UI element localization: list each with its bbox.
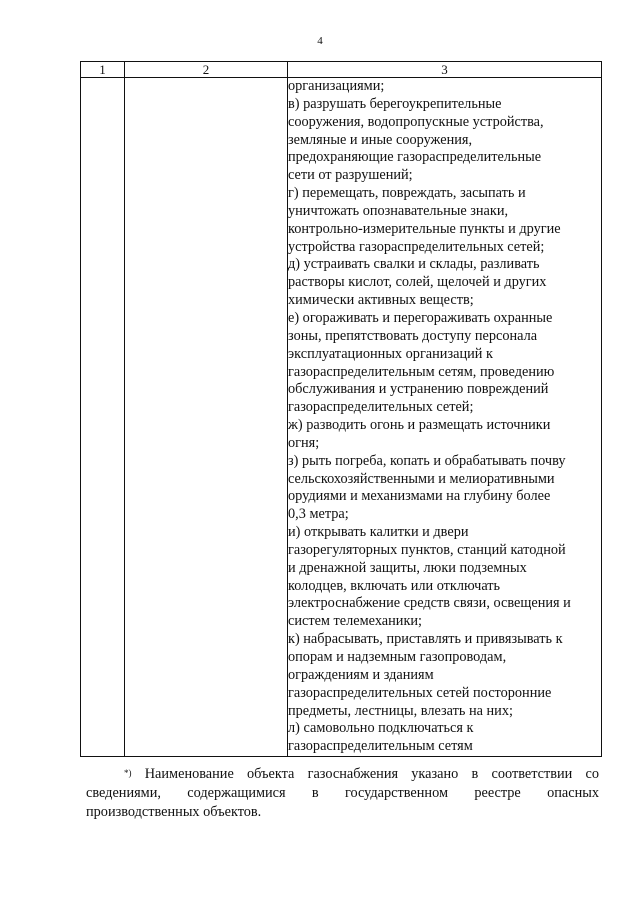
- table-text-line: орудиями и механизмами на глубину более: [288, 488, 551, 505]
- table-text-line: обслуживания и устранению повреждений: [288, 381, 549, 398]
- column-header-2: 2: [125, 62, 288, 78]
- table-cell-column-3: [288, 78, 602, 757]
- column-header-1: 1: [81, 62, 125, 78]
- footnote-line-3: производственных объектов.: [86, 804, 262, 820]
- footnote-text-1: Наименование объекта газоснабжения указано в соответствии со: [144, 766, 599, 782]
- table-text-line: земляные и иные сооружения,: [288, 131, 473, 148]
- table-text-line: химически активных веществ;: [288, 292, 474, 309]
- table-text-line: уничтожать опознавательные знаки,: [288, 202, 509, 219]
- table-text-line: опорам и надземным газопроводам,: [288, 649, 507, 665]
- table-text-line: растворы кислот, солей, щелочей и других: [288, 274, 547, 291]
- requirements-table: [80, 61, 602, 757]
- table-text-line: сельскохозяйственными и мелиоративными: [288, 470, 555, 487]
- table-text-line: сети от разрушений;: [288, 167, 413, 184]
- prohibitions-text: [288, 78, 601, 756]
- table-text-line: организациями;: [288, 78, 385, 94]
- table-text-line: предметы, лестницы, влезать на них;: [288, 702, 513, 719]
- table-text-line: колодцев, включать или отключать: [288, 577, 501, 594]
- table-text-line: 0,3 метра;: [288, 506, 349, 523]
- table-text-line: газораспределительным сетям: [288, 738, 473, 755]
- table-text-line: з) рыть погреба, копать и обрабатывать почву: [288, 452, 566, 469]
- footnote: [86, 765, 599, 822]
- table-cell-column-1: [81, 78, 125, 757]
- table-text-line: зоны, препятствовать доступу персонала: [288, 327, 538, 344]
- footnote-line-2: сведениями, содержащимися в государственном реестре опасных: [86, 785, 599, 801]
- table-text-line: газораспределительных сетей посторонние: [288, 684, 552, 701]
- page-number: 4: [317, 35, 323, 47]
- table-cell-column-2: [125, 78, 288, 757]
- table-text-line: к) набрасывать, приставлять и привязывать к: [288, 631, 563, 648]
- footnote-marker: *): [124, 768, 132, 778]
- table-text-line: систем телемеханики;: [288, 613, 423, 630]
- table-text-line: ж) разводить огонь и размещать источники: [288, 417, 551, 434]
- table-text-line: д) устраивать свалки и склады, разливать: [288, 256, 540, 273]
- table-text-line: эксплуатационных организаций к: [288, 345, 493, 362]
- column-header-3: 3: [288, 62, 602, 78]
- table-text-line: в) разрушать берегоукрепительные: [288, 95, 502, 112]
- table-header-row: [81, 62, 602, 78]
- table-text-line: устройства газораспределительных сетей;: [288, 238, 545, 255]
- table-text-line: сооружения, водопропускные устройства,: [288, 113, 544, 130]
- table-text-line: электроснабжение средств связи, освещения и: [288, 595, 571, 612]
- table-text-line: газораспределительным сетям, проведению: [288, 363, 555, 380]
- table-text-line: газорегуляторных пунктов, станций катодной: [288, 541, 566, 558]
- table-text-line: контрольно-измерительные пункты и другие: [288, 220, 561, 237]
- table-text-line: огня;: [288, 434, 320, 451]
- table-text-line: и дренажной защиты, люки подземных: [288, 559, 527, 576]
- table-text-line: ограждениям и зданиям: [288, 666, 434, 683]
- footnote-line-1: [86, 765, 599, 784]
- table-text-line: и) открывать калитки и двери: [288, 524, 469, 541]
- table-text-line: газораспределительных сетей;: [288, 399, 474, 416]
- table-text-line: е) огораживать и перегораживать охранные: [288, 309, 553, 326]
- table-text-line: предохраняющие газораспределительные: [288, 149, 542, 166]
- table-text-line: г) перемещать, повреждать, засыпать и: [288, 185, 526, 202]
- table-text-line: л) самовольно подключаться к: [288, 720, 474, 737]
- table-row: [81, 78, 602, 757]
